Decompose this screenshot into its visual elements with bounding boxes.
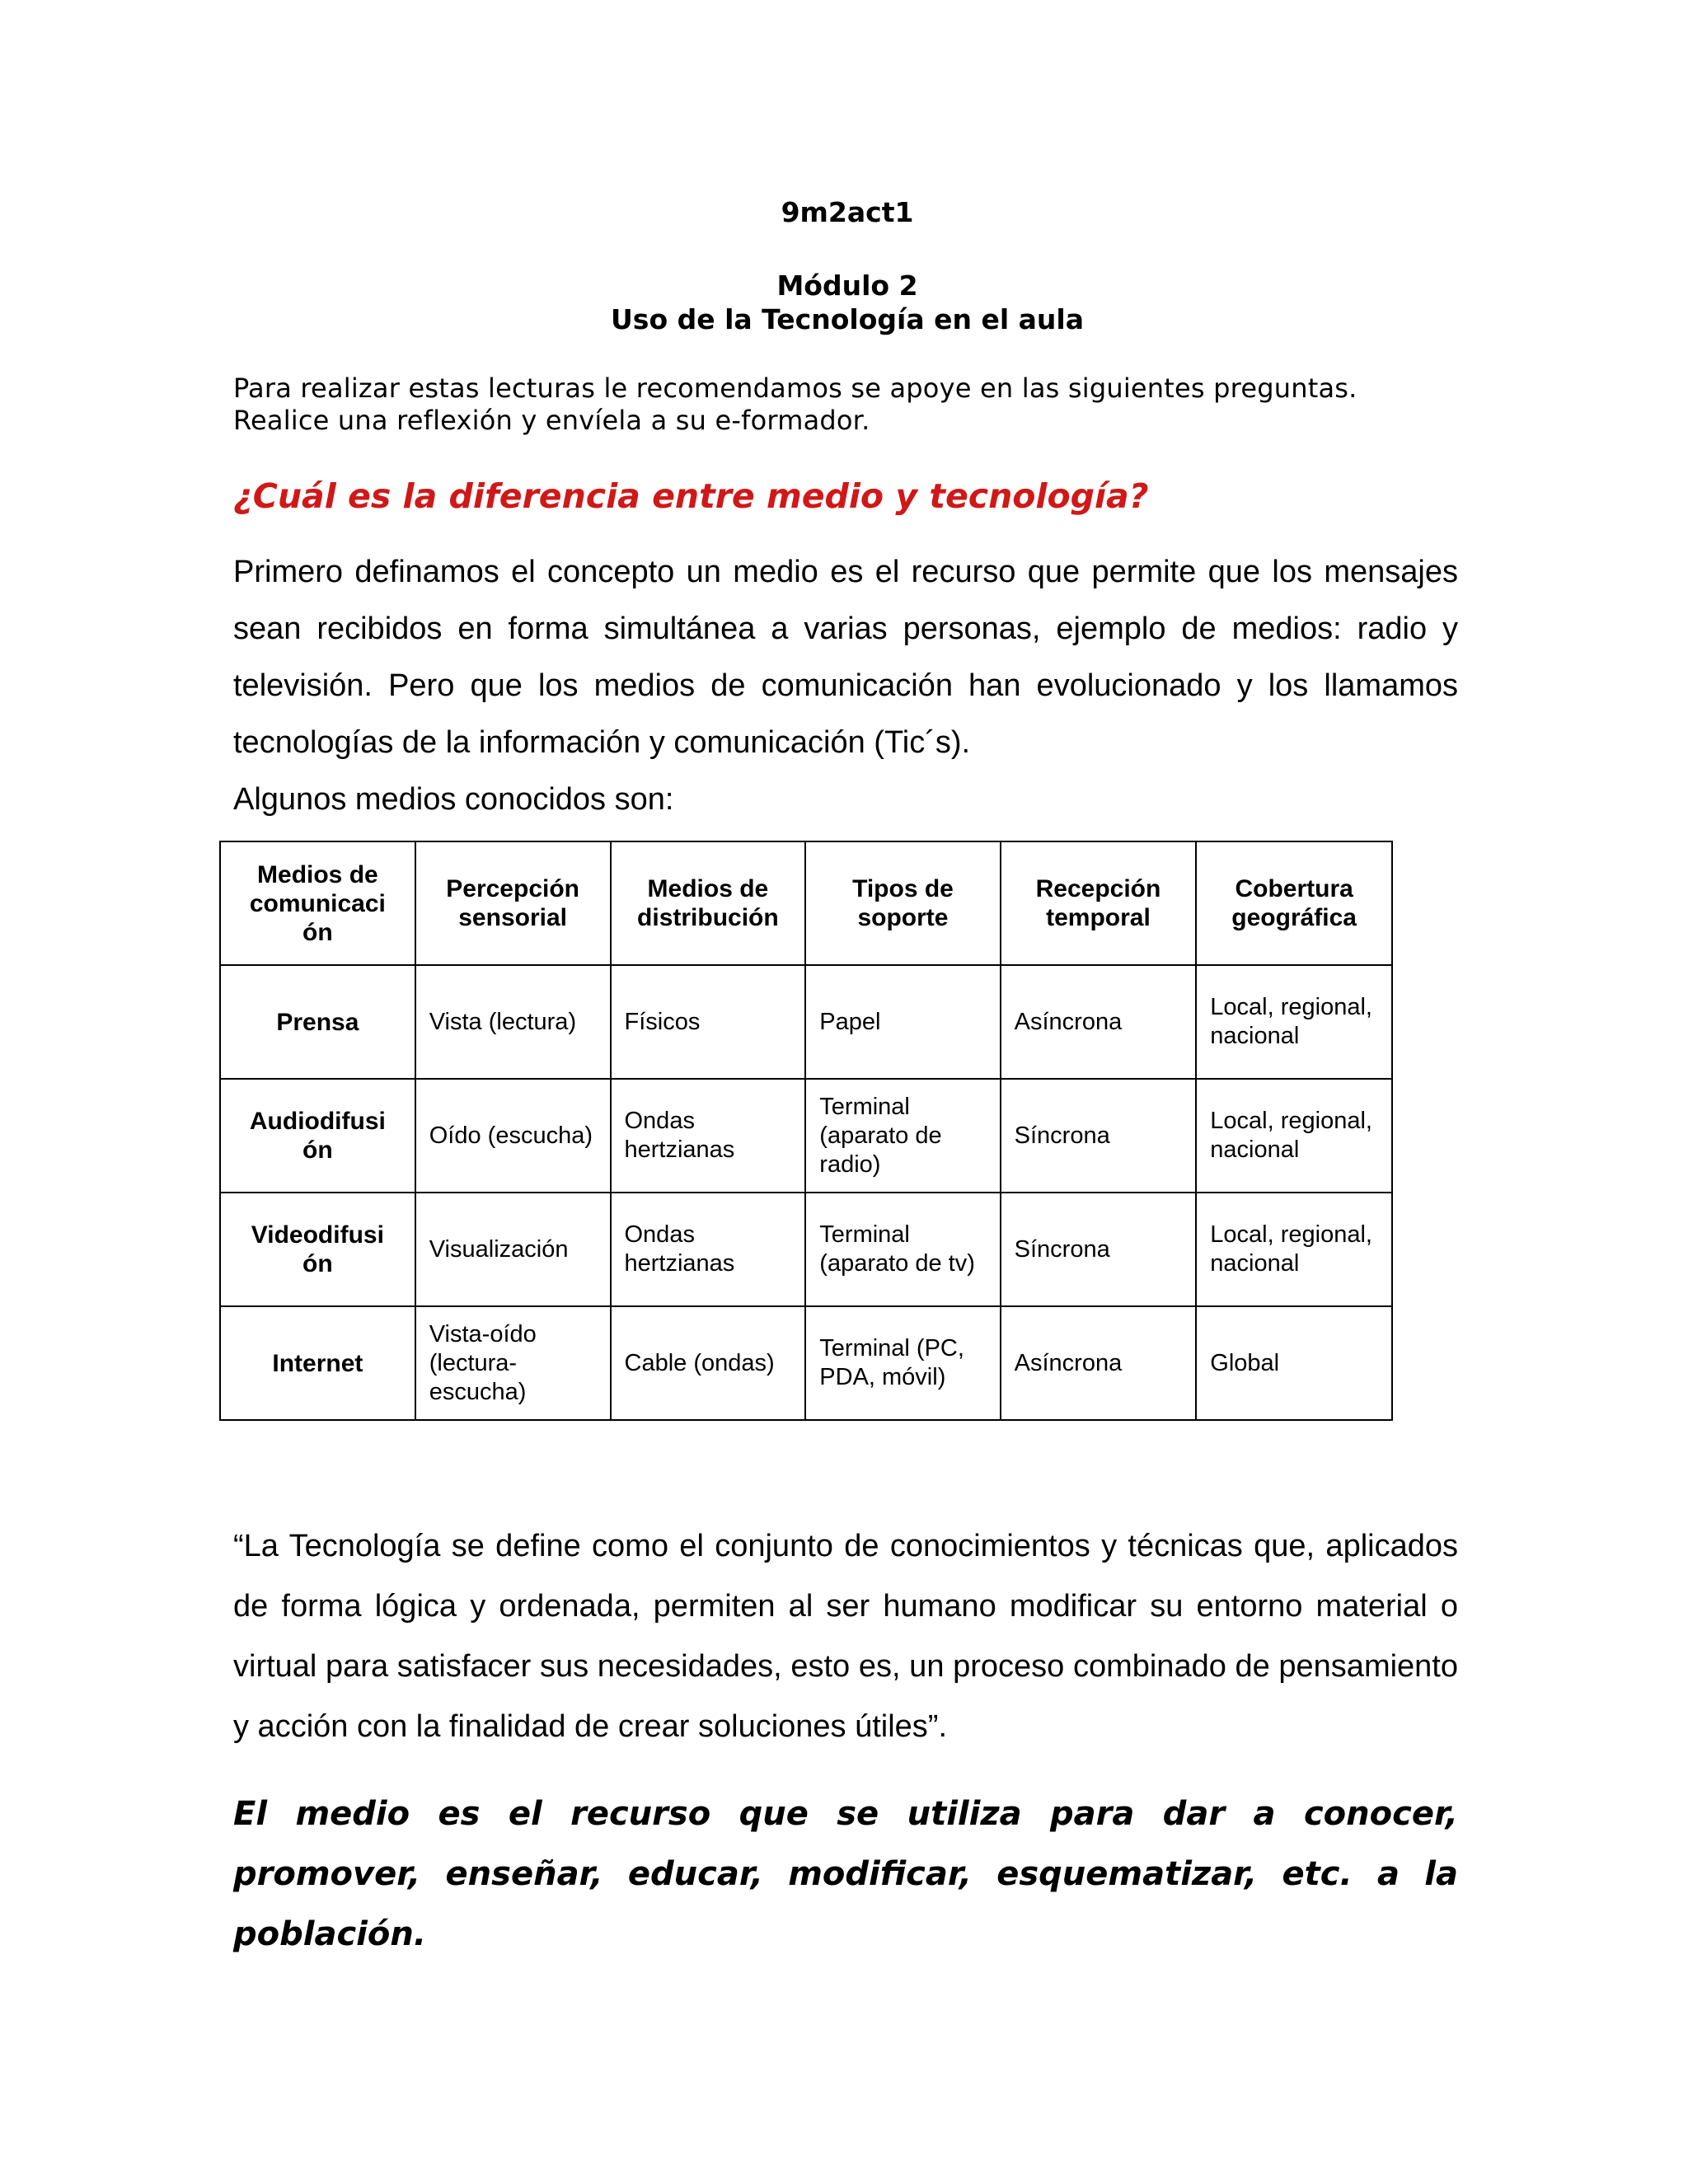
question-heading: ¿Cuál es la diferencia entre medio y tecnología? bbox=[233, 476, 1149, 516]
table-cell: Local, regional, nacional bbox=[1196, 965, 1392, 1079]
table-row-header-cell: Internet bbox=[220, 1306, 415, 1420]
table-cell: Ondas hertzianas bbox=[611, 1079, 806, 1193]
table-cell: Físicos bbox=[611, 965, 806, 1079]
table-cell: Visualización bbox=[415, 1193, 611, 1306]
table-cell: Local, regional, nacional bbox=[1196, 1079, 1392, 1193]
table-cell: Local, regional, nacional bbox=[1196, 1193, 1392, 1306]
table-cell: Cable (ondas) bbox=[611, 1306, 806, 1420]
table-row-header-cell: Audiodifusi ón bbox=[220, 1079, 415, 1193]
table-cell: Asíncrona bbox=[1001, 965, 1197, 1079]
table-header-cell: Medios de comunicaci ón bbox=[220, 841, 415, 965]
table-header-cell: Medios de distribución bbox=[611, 841, 806, 965]
table-row bbox=[220, 965, 1392, 1079]
table-cell: Terminal (aparato de tv) bbox=[805, 1193, 1000, 1306]
module-number: Módulo 2 bbox=[776, 269, 918, 302]
intro-line-2: Realice una reflexión y envíela a su e-formador. bbox=[233, 405, 870, 436]
table-header-cell: Cobertura geográfica bbox=[1196, 841, 1392, 965]
intro-instructions bbox=[233, 373, 1461, 437]
table-header-cell: Recepción temporal bbox=[1001, 841, 1197, 965]
table-cell: Terminal (aparato de radio) bbox=[805, 1079, 1000, 1193]
paragraph-technology-definition: “La Tecnología se define como el conjunto de conocimientos y técnicas que, aplicados de forma lógica y ordenada, permiten al ser humano modificar su entorno material o virtual para satisfacer sus necesidades, esto es, un proceso combinado de pensamiento y acción con la finalidad de crear soluciones útiles”. bbox=[233, 1529, 1458, 1744]
table-cell: Síncrona bbox=[1001, 1079, 1197, 1193]
paragraph-medium-conclusion: El medio es el recurso que se utiliza para dar a conocer, promover, enseñar, educar, modificar, esquematizar, etc. a la población. bbox=[233, 1795, 1458, 1953]
media-table bbox=[219, 841, 1393, 1421]
table-row bbox=[220, 1079, 1392, 1193]
table-cell: Terminal (PC, PDA, móvil) bbox=[805, 1306, 1000, 1420]
table-cell: Asíncrona bbox=[1001, 1306, 1197, 1420]
document-code: 9m2act1 bbox=[781, 196, 914, 228]
table-cell: Papel bbox=[805, 965, 1000, 1079]
table-header-cell: Percepción sensorial bbox=[415, 841, 611, 965]
paragraph-media-definition-text: Primero definamos el concepto un medio es el recurso que permite que los mensajes sean recibidos en forma simultánea a varias personas, ejemplo de medios: radio y televisión. Pero que los medios de comunicación han evolucionado y los llamamos tecnologías de la información y comunicación (Tic´s). bbox=[233, 555, 1458, 760]
table-cell: Global bbox=[1196, 1306, 1392, 1420]
table-row-header-cell: Videodifusi ón bbox=[220, 1193, 415, 1306]
table-cell: Oído (escucha) bbox=[415, 1079, 611, 1193]
table-row bbox=[220, 1306, 1392, 1420]
paragraph-media-definition-last-line: Algunos medios conocidos son: bbox=[233, 782, 674, 817]
module-title: Uso de la Tecnología en el aula bbox=[611, 303, 1084, 335]
intro-line-1: Para realizar estas lecturas le recomendamos se apoye en las siguientes preguntas. bbox=[233, 373, 1357, 404]
table-cell: Síncrona bbox=[1001, 1193, 1197, 1306]
table-cell: Vista-oído (lectura- escucha) bbox=[415, 1306, 611, 1420]
table-row bbox=[220, 1193, 1392, 1306]
table-cell: Vista (lectura) bbox=[415, 965, 611, 1079]
module-heading bbox=[233, 269, 1461, 336]
table-header-cell: Tipos de soporte bbox=[805, 841, 1000, 965]
paragraph-media-definition bbox=[233, 544, 1458, 828]
table-header-row bbox=[220, 841, 1392, 965]
table-row-header-cell: Prensa bbox=[220, 965, 415, 1079]
table-cell: Ondas hertzianas bbox=[611, 1193, 806, 1306]
